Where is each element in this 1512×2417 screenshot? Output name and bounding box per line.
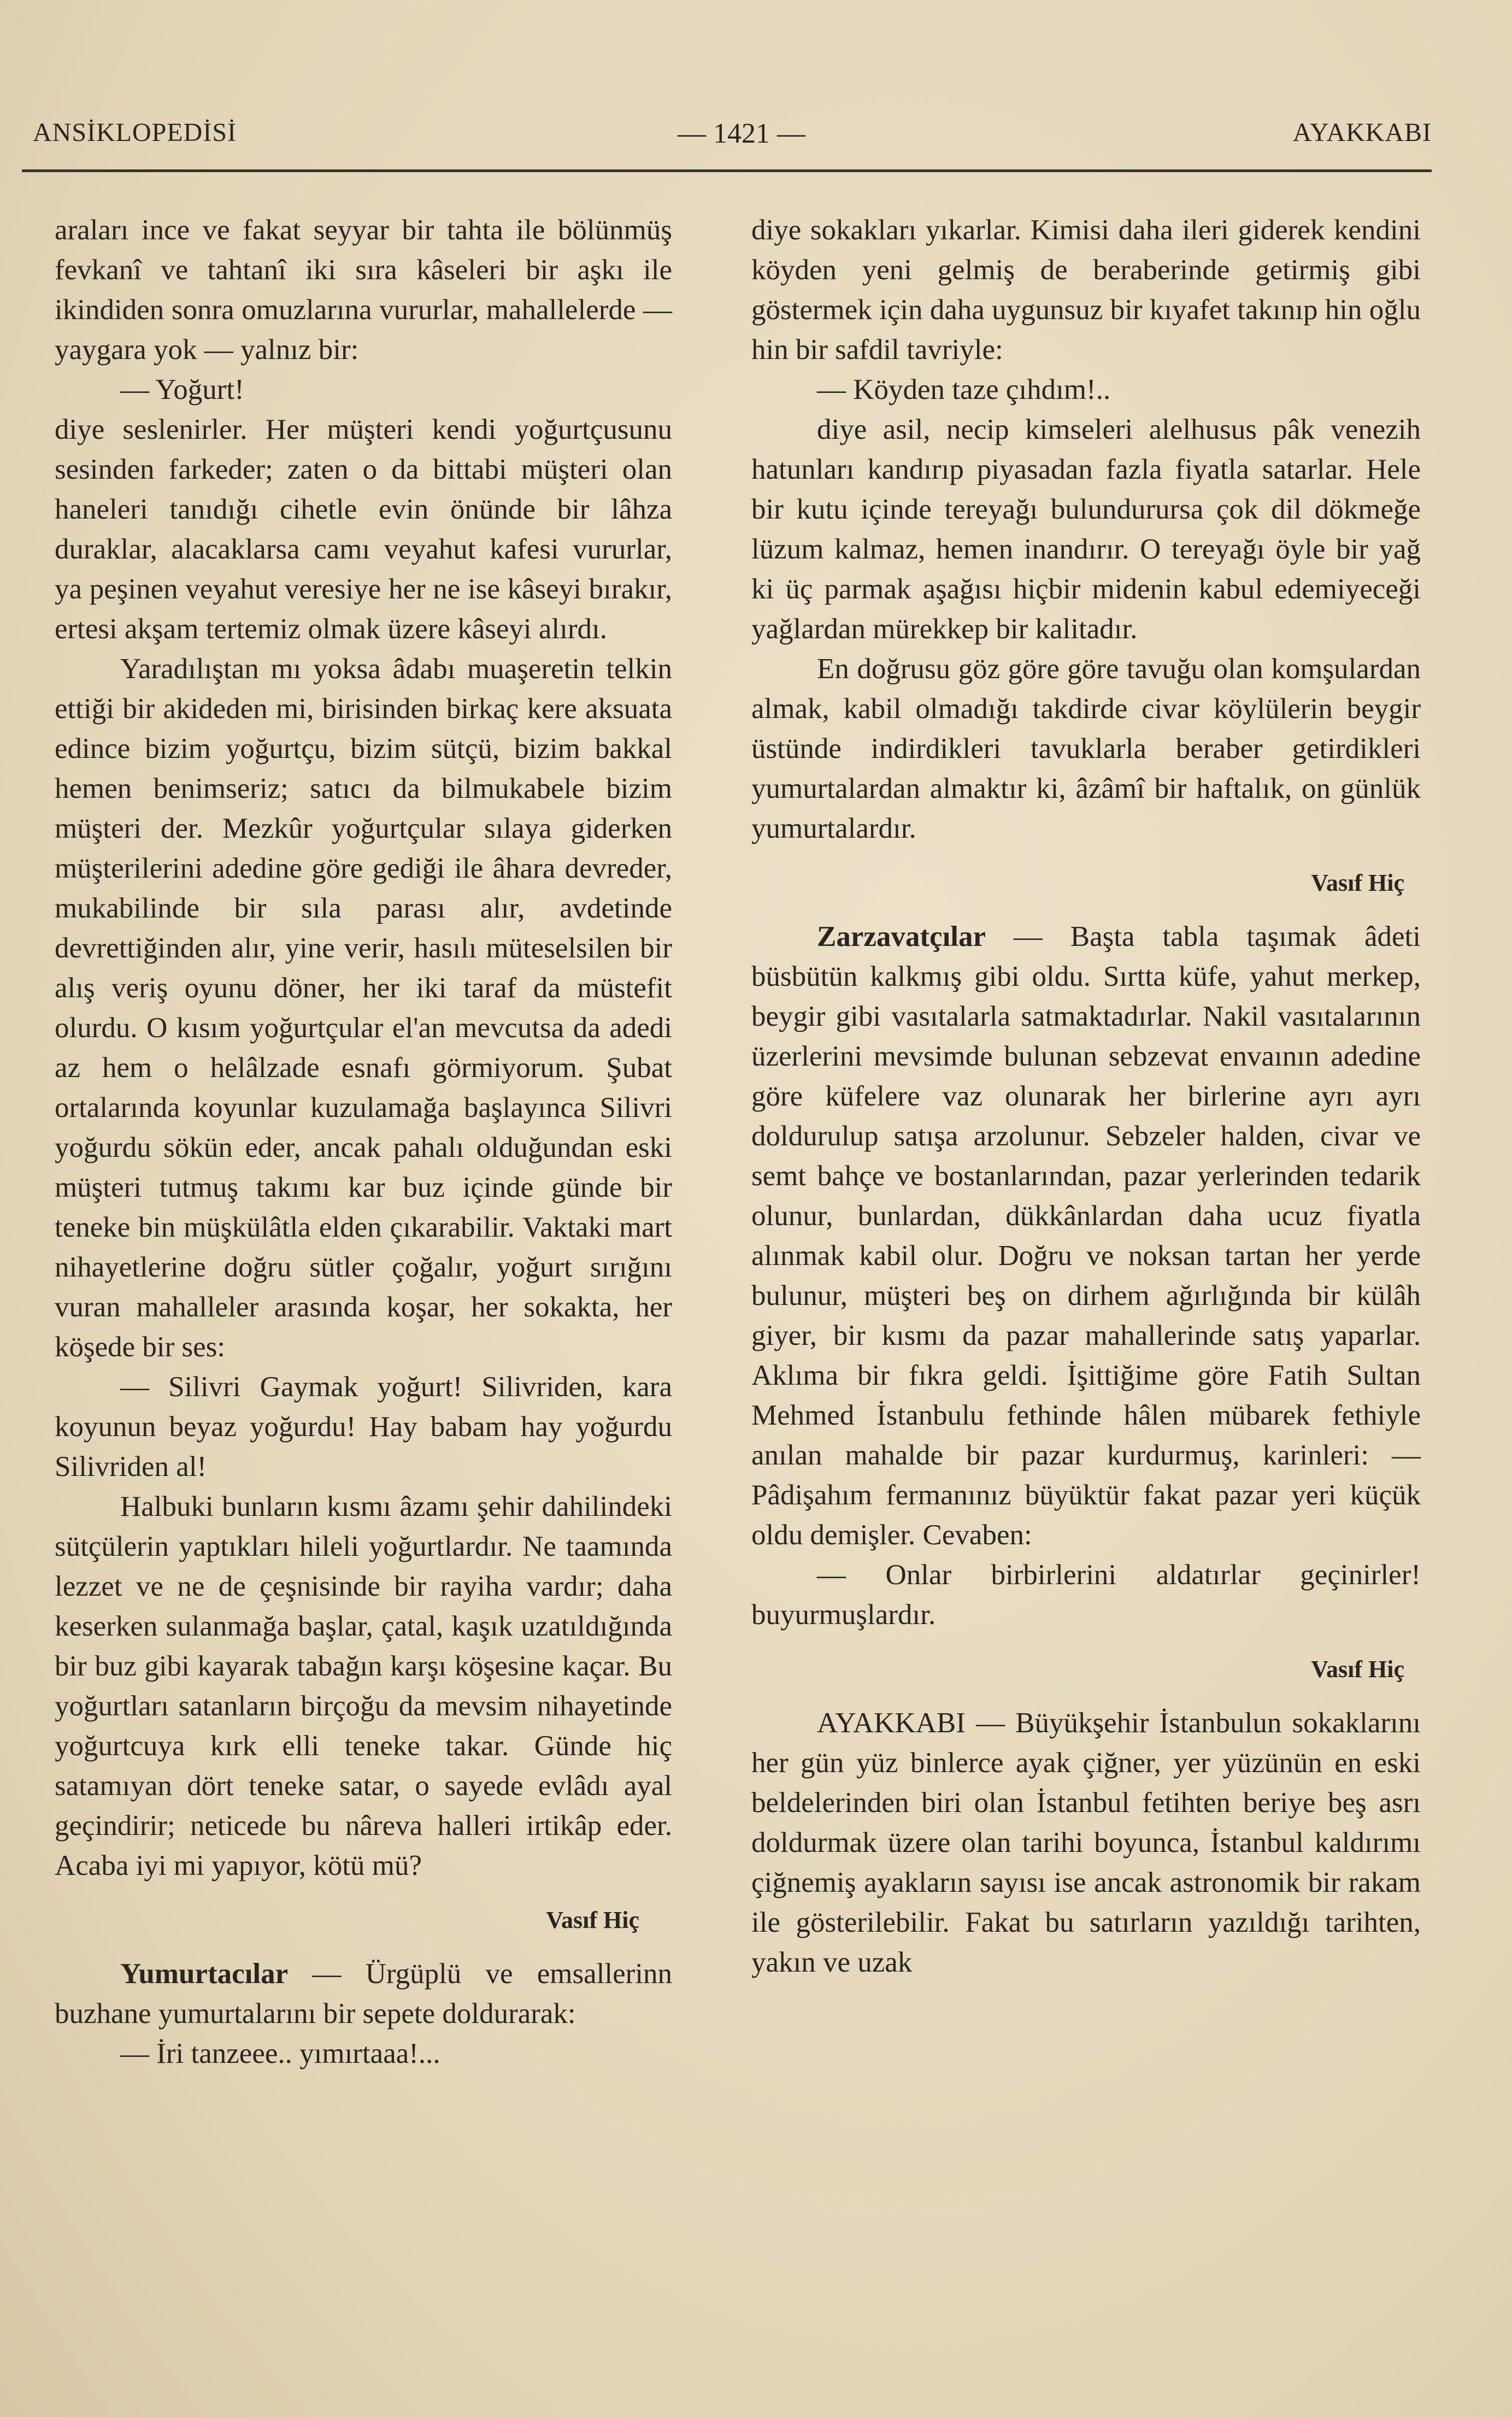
header-left: ANSİKLOPEDİSİ	[33, 118, 237, 147]
entry-heading: Zarzavatçılar	[817, 921, 986, 952]
author-signature: Vasıf Hiç	[546, 1907, 639, 1933]
entry-heading: AYAKKABI	[817, 1707, 966, 1739]
paragraph: — İri tanzeee.. yımırtaaa!...	[120, 2038, 440, 2069]
author-signature: Vasıf Hiç	[1311, 869, 1404, 896]
paragraph: araları ince ve fakat seyyar bir tahta ile bölünmüş fevkanî ve tahtanî iki sıra kâseleri bir aşkı ile ikindiden sonra omuzlarına vururlar, mahallelerde — yaygara yok — yalnız bir:	[55, 214, 672, 366]
paragraph: En doğrusu göz göre göre tavuğu olan komşulardan almak, kabil olmadığı takdirde civar köylülerin beygir üstünde indirdikleri tavuklarla beraber getirdikleri yumurtalardan almaktır ki, âzâmî bir haftalık, on günlük yumurtalardır.	[751, 653, 1421, 844]
paragraph: — Köyden taze çıhdım!..	[817, 374, 1111, 405]
header-rule	[22, 169, 1432, 172]
entry-text: — Ürgüplü ve emsallerinn buzhane yumurtalarını bir sepete doldurarak:	[55, 1958, 672, 2030]
paragraph: — Silivri Gaymak yoğurt! Silivriden, kara koyunun beyaz yoğurdu! Hay babam hay yoğurdu Silivriden al!	[55, 1371, 672, 1483]
left-column	[55, 210, 672, 2074]
right-column	[751, 210, 1421, 1983]
section-entry	[55, 1954, 672, 2034]
section-entry	[751, 1703, 1421, 1983]
paragraph: Halbuki bunların kısmı âzamı şehir dahilindeki sütçülerin yaptıkları hileli yoğurtlardır. Ne taamında lezzet ve ne de çeşnisinde bir rayiha vardır; daha keserken sulanmağa başlar, çatal, kaşık uzatıldığında bir buz gibi kayarak tabağın karşı köşesine kaçar. Bu yoğurtları satanların birçoğu da mevsim nihayetinde yoğurtcuya kırk elli teneke takar. Günde hiç satamıyan dört teneke satar, o sayede evlâdı ayal geçindirir; neticede bu nâreva halleri irtikâp eder. Acaba iyi mi yapıyor, kötü mü?	[55, 1491, 672, 1881]
author-signature: Vasıf Hiç	[1311, 1656, 1404, 1683]
entry-text: — Başta tabla taşımak âdeti büsbütün kalkmış gibi oldu. Sırtta küfe, yahut merkep, beygir gibi vasıtalarla satmaktadırlar. Nakil vasıtalarının üzerlerini mevsimde bulunan sebzevat envaının adedine göre küfelere vaz olunarak her birlerine ayrı ayrı doldurulup satışa arzolunur. Sebzeler halden, civar ve semt bahçe ve bostanlarından, pazar yerlerinden tedarik olunur, bunlardan, dükkânlardan daha ucuz fiyatla alınmak kabil olur. Doğru ve noksan tartan her yerde bulunur, müşteri beş on dirhem ağırlığında bir külâh giyer, bir kısmı da pazar mahallerinde satış yaparlar. Aklıma bir fıkra geldi. İşittiğime göre Fatih Sultan Mehmed İstanbulu fethinde hâlen mübarek fethiyle anılan mahalde bir pazar kurdurmuş, karinleri: — Pâdişahım fermanınız büyüktür fakat pazar yeri küçük oldu demişler. Cevaben:	[751, 921, 1421, 1551]
paragraph: — Onlar birbirlerini aldatırlar geçinirler! buyurmuşlardır.	[751, 1559, 1421, 1631]
entry-text: — Büyükşehir İstanbulun sokaklarını her gün yüz binlerce ayak çiğner, yer yüzünün en eski beldelerinden biri olan İstanbul fetihten beriye beş asrı doldurmak üzere olan tarihi boyunca, İstanbul kaldırımı çiğnemiş ayakların sayısı ise ancak astronomik bir rakam ile gösterilebilir. Fakat bu satırların yazıldığı tarihten, yakın ve uzak	[751, 1707, 1421, 1978]
paragraph: — Yoğurt!	[120, 374, 244, 405]
paragraph: diye seslenirler. Her müşteri kendi yoğurtçusunu sesinden farkeder; zaten o da bittabi müşteri olan haneleri tanıdığı cihetle evin önünde bir lâhza duraklar, alacaklarsa camı veyahut kafesi vururlar, ya peşinen veyahut veresiye her ne ise kâseyi bırakır, ertesi akşam tertemiz olmak üzere kâseyi alırdı.	[55, 414, 672, 645]
running-header	[33, 117, 1432, 161]
section-entry	[751, 917, 1421, 1555]
paragraph: diye sokakları yıkarlar. Kimisi daha ileri giderek kendini köyden yeni gelmiş de beraberinde getirmiş gibi göstermek için daha uygunsuz bir kıyafet takınıp hin oğlu hin bir safdil tavriyle:	[751, 214, 1421, 366]
paragraph: Yaradılıştan mı yoksa âdabı muaşeretin telkin ettiği bir akideden mi, birisinden birkaç kere aksuata edince bizim yoğurtçu, bizim sütçü, bizim bakkal hemen benimseriz; satıcı da bilmukabele bizim müşteri der. Mezkûr yoğurtçular sılaya giderken müşterilerini adedine göre gediği ile âhara devreder, mukabilinde bir sıla parası alır, avdetinde devrettiğinden alır, yine verir, hasılı müteselsilen bir alış veriş oyunu döner, her iki taraf da müstefit olurdu. O kısım yoğurtçular el'an mevcutsa da adedi az hem o helâlzade esnafı görmiyorum. Şubat ortalarında koyunlar kuzulamağa başlayınca Silivri yoğurdu sökün eder, ancak pahalı olduğundan eski müşteri tutmuş takımı kar buz içinde günde bir teneke bin müşkülâtla elden çıkarabilir. Vaktaki mart nihayetlerine doğru sütler çoğalır, yoğurt sırığını vuran mahalleler arasında koşar, her sokakta, her köşede bir ses:	[55, 653, 672, 1363]
entry-heading: Yumurtacılar	[120, 1958, 289, 1990]
page-number: — 1421 —	[678, 118, 805, 149]
paragraph: diye asil, necip kimseleri alelhusus pâk venezih hatunları kandırıp piyasadan fazla fiyatla satarlar. Hele bir kutu içinde tereyağı bulundurursa çok dil dökmeğe lüzum kalmaz, hemen inandırır. O tereyağı öyle bir yağ ki üç parmak aşağısı hiçbir midenin kabul edemiyeceği yağlardan mürekkep bir kalitadır.	[751, 414, 1421, 645]
header-right: AYAKKABI	[1292, 118, 1432, 147]
